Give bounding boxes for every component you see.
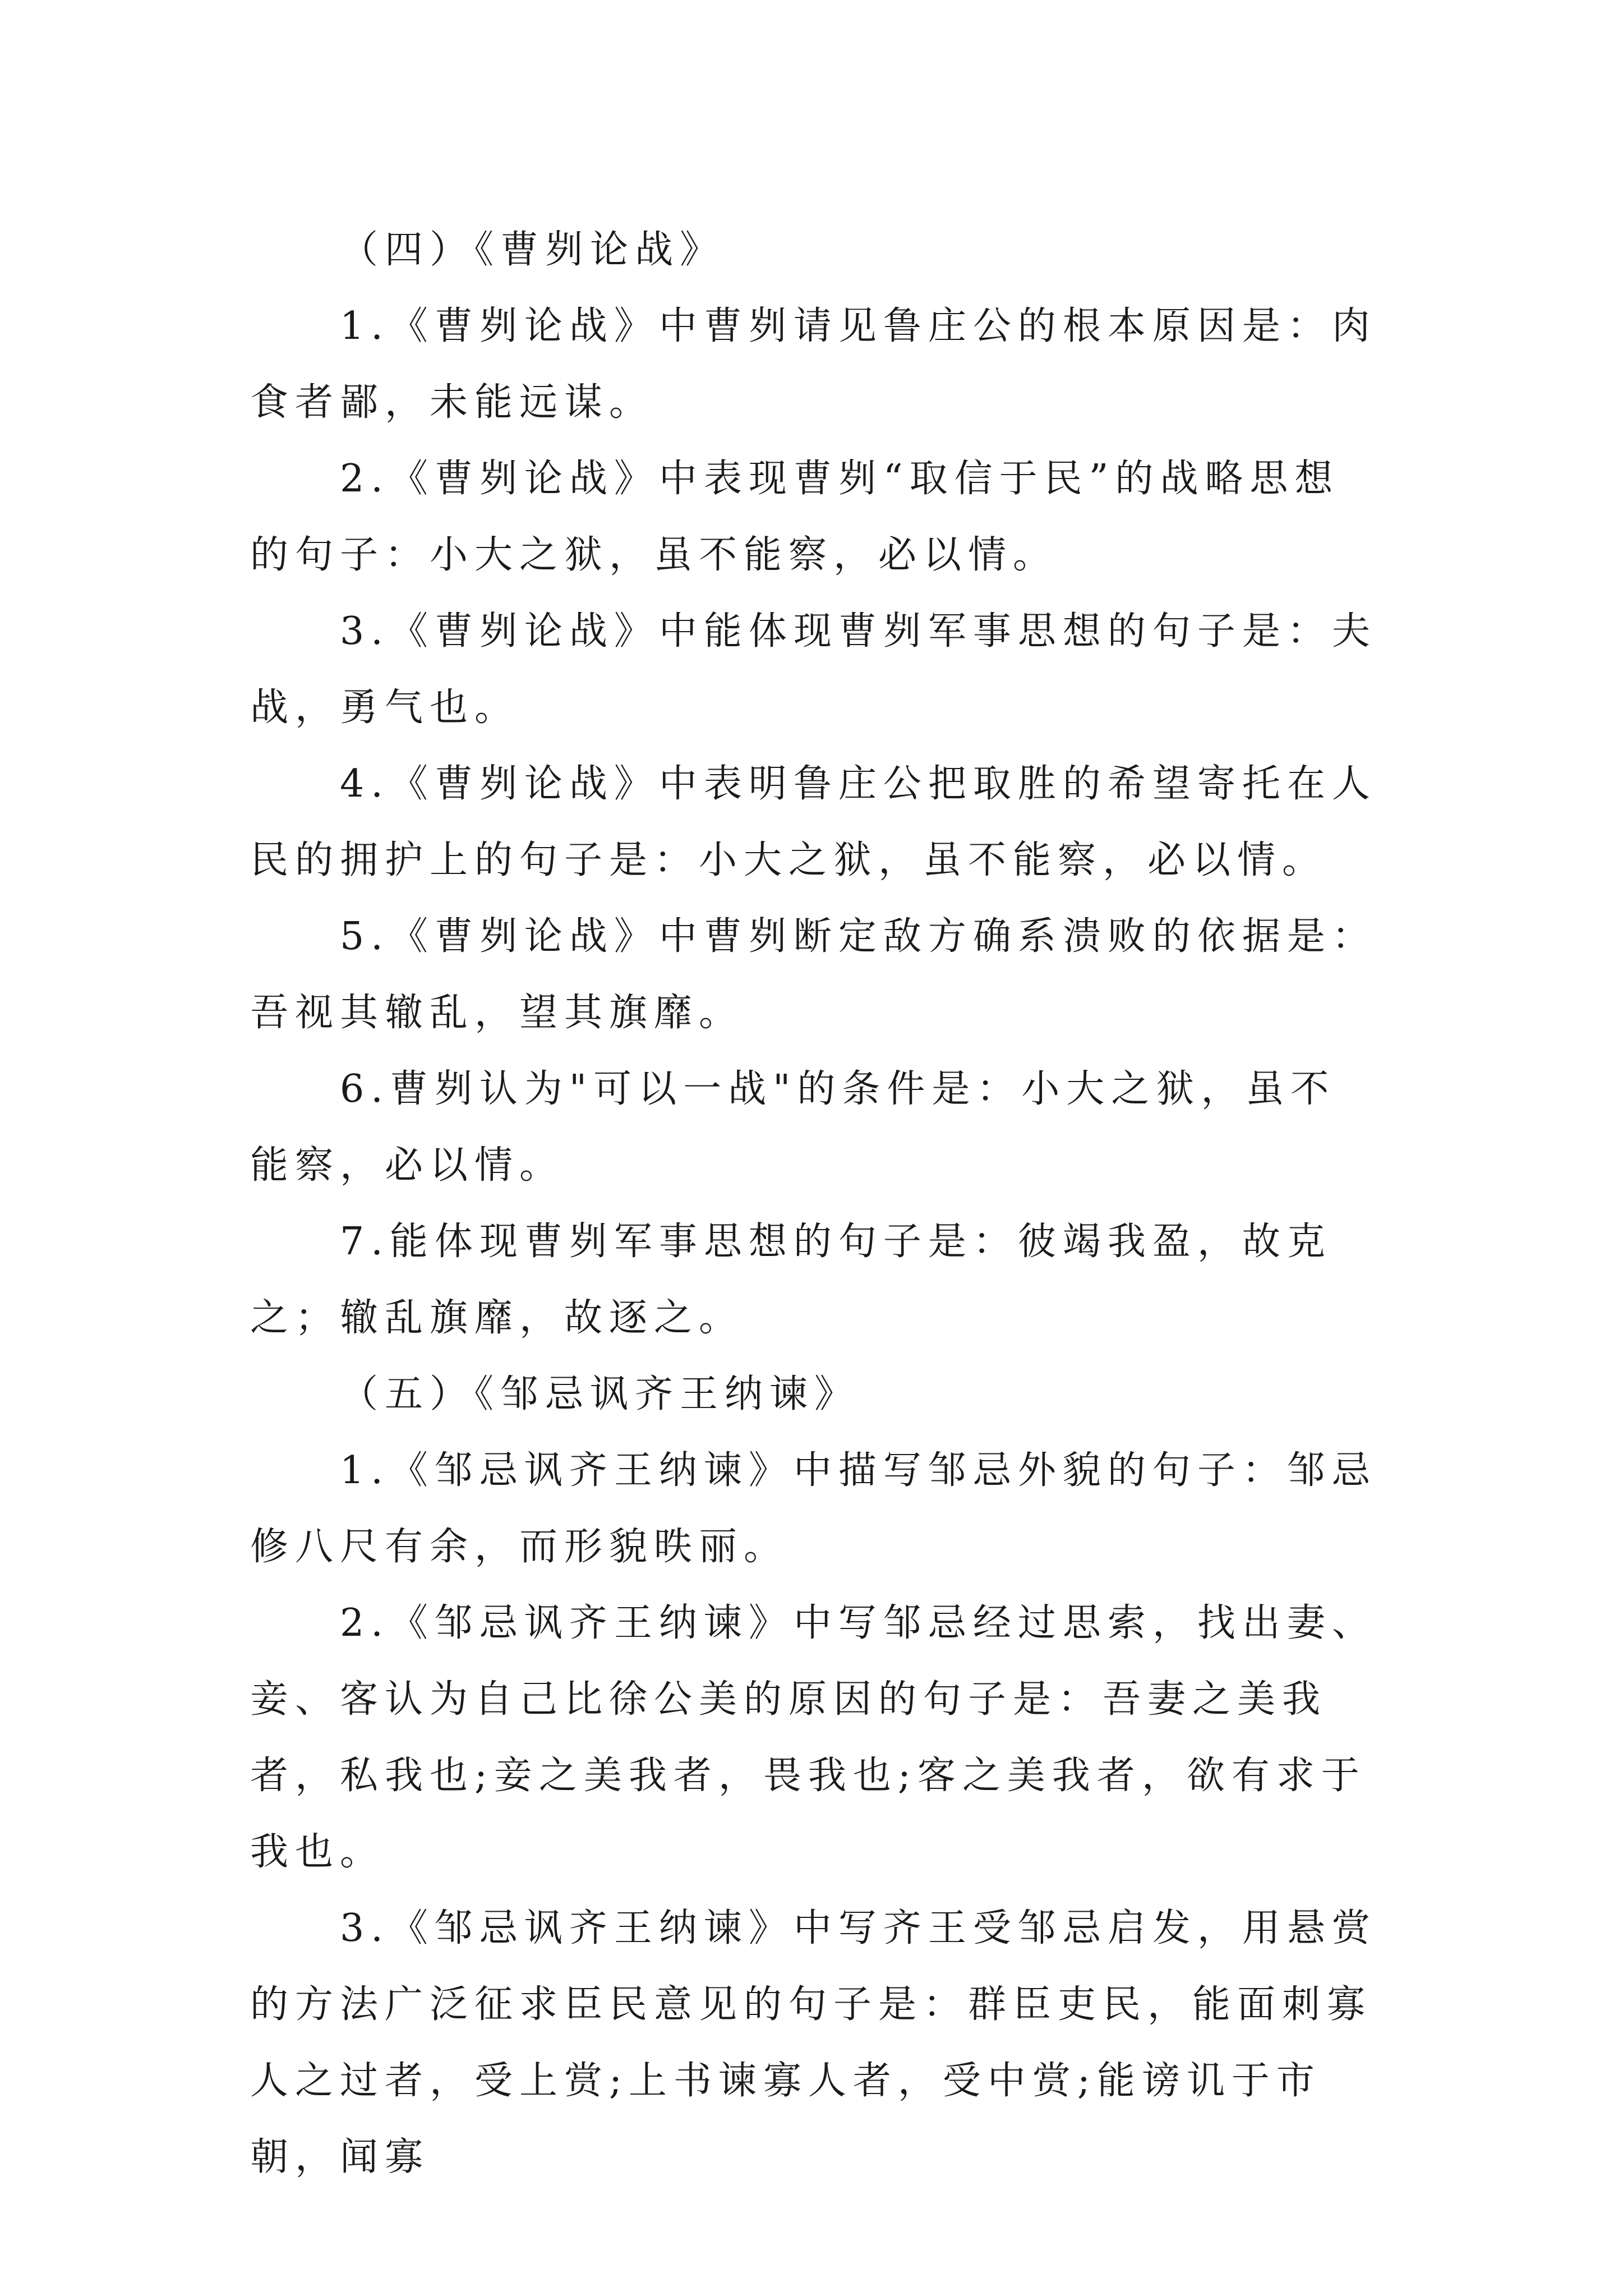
section-heading-cao-gui: （四）《曹刿论战》 (340, 228, 725, 272)
document-body (250, 212, 1377, 2196)
paragraph-item: 3.《邹忌讽齐王纳谏》中写齐王受邹忌启发，用悬赏的方法广泛征求臣民意见的句子是：群臣吏民，能面刺寡人之过者，受上赏;上书谏寡人者，受中赏;能谤讥于市朝，闻寡 (250, 1906, 1377, 2179)
paragraph-item: 1.《曹刿论战》中曹刿请见鲁庄公的根本原因是：肉食者鄙，未能远谋。 (250, 304, 1377, 425)
paragraph-item: 6.曹刿认为"可以一战"的条件是：小大之狱，虽不能察，必以情。 (250, 1067, 1336, 1188)
paragraph-item: 7.能体现曹刿军事思想的句子是：彼竭我盈，故克之；辙乱旗靡，故逐之。 (250, 1220, 1332, 1340)
paragraph-item: 3.《曹刿论战》中能体现曹刿军事思想的句子是：夫战，勇气也。 (250, 609, 1377, 730)
paragraph-item: 2.《曹刿论战》中表现曹刿“取信于民”的战略思想的句子：小大之狱，虽不能察，必以情。 (250, 457, 1340, 577)
paragraph-item: 1.《邹忌讽齐王纳谏》中描写邹忌外貌的句子：邹忌修八尺有余，而形貌昳丽。 (250, 1448, 1377, 1569)
paragraph-item: 4.《曹刿论战》中表明鲁庄公把取胜的希望寄托在人民的拥护上的句子是：小大之狱，虽不能察，必以情。 (250, 762, 1377, 882)
section-heading-zou-ji: （五）《邹忌讽齐王纳谏》 (340, 1372, 860, 1416)
paragraph-item: 5.《曹刿论战》中曹刿断定敌方确系溃败的依据是：吾视其辙乱，望其旗靡。 (250, 914, 1377, 1035)
paragraph-item: 2.《邹忌讽齐王纳谏》中写邹忌经过思索，找出妻、妾、客认为自己比徐公美的原因的句子是：吾妻之美我者，私我也;妾之美我者，畏我也;客之美我者，欲有求于我也。 (250, 1601, 1377, 1874)
